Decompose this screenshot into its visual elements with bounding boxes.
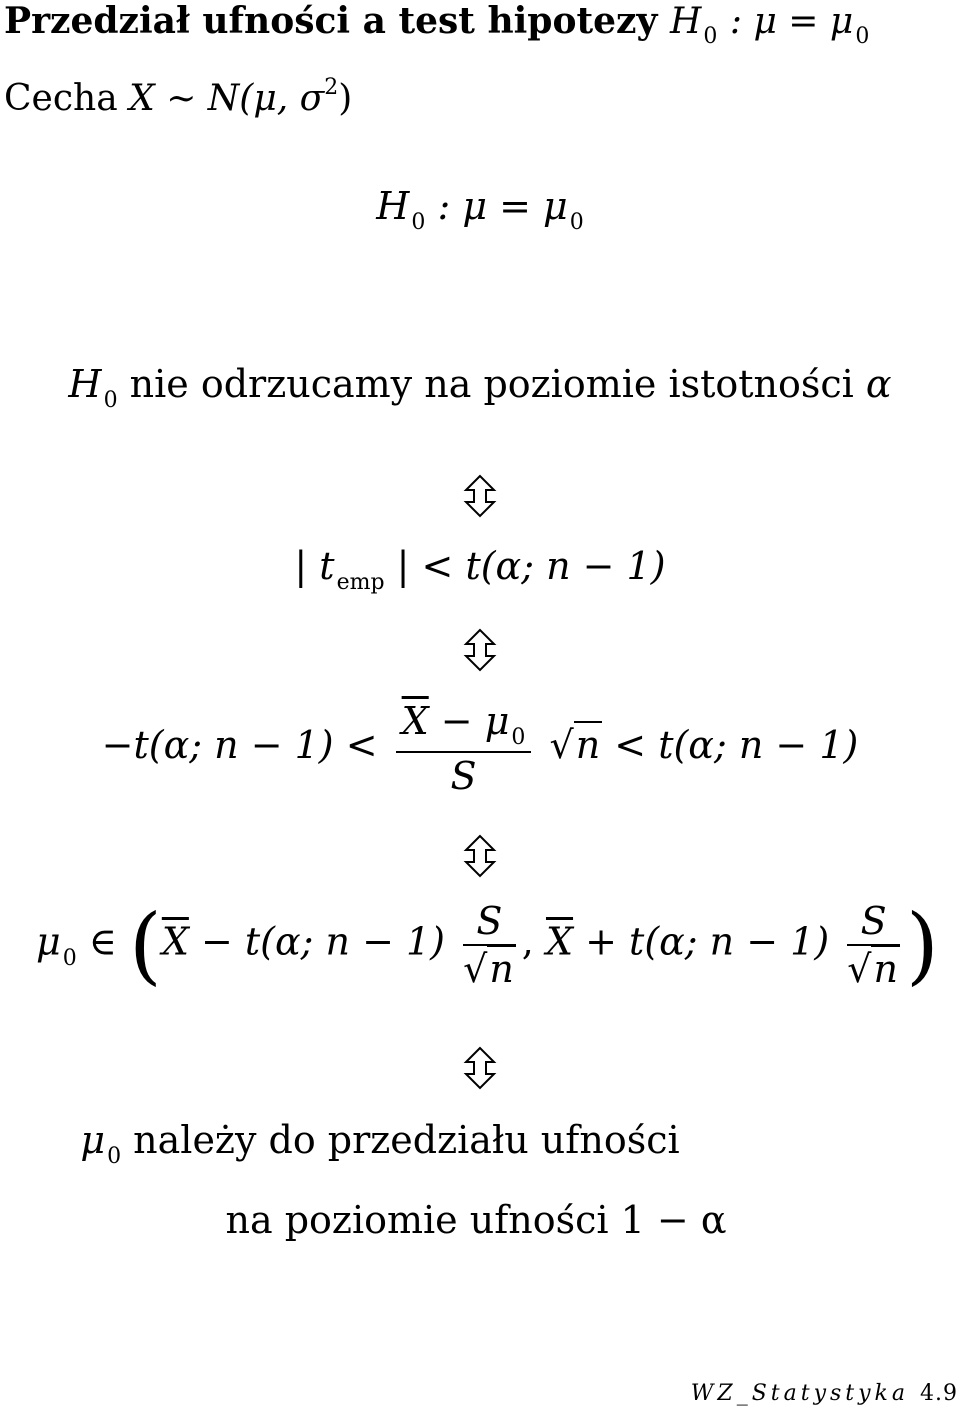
variable-definition: Cecha X ∼ N(μ, $\sigma^2$)	[4, 75, 353, 119]
equivalence-arrow-icon	[462, 628, 498, 672]
conclusion-line-2: na poziomie ufności 1 − α	[225, 1198, 727, 1242]
statistic-fraction: $\frac{\overline{X} - \mu_0}{S}$	[396, 698, 532, 799]
s-over-sqrt-n: $\frac{S}{√n}$	[847, 899, 898, 991]
inequality-statistic: −t(α; n − 1) < $\frac{\overline{X} - \mu_0}{S}$ √n < t(α; n − 1)	[101, 699, 859, 798]
inequality-t-emp: | $t_{emp}$ | < t(α; n − 1)	[294, 544, 666, 595]
sqrt-n: √n	[549, 723, 601, 767]
statement-not-rejected: $H_0$ nie odrzucamy na poziomie istotności α	[68, 362, 892, 413]
conclusion-line-1: $\mu_0$ należy do przedziału ufności	[80, 1118, 680, 1169]
confidence-interval: $\mu_0$ ∈ ($\overline{X} - t(\alpha$; n − 1) $\frac{S}{√n}$ , $\overline{X} + t(\alpha$; n − 1) $\frac{S}{√n}$ )	[36, 896, 939, 994]
s-over-sqrt-n: $\frac{S}{√n}$	[463, 899, 514, 991]
equivalence-arrow-icon	[462, 474, 498, 518]
equivalence-arrow-icon	[462, 1046, 498, 1090]
hypothesis: $H_0$ : $\mu = \mu_0$	[376, 184, 584, 235]
page-title: Przedział ufności a test hipotezy $H_0$ : $\mu = \mu_0$	[4, 0, 870, 49]
equivalence-arrow-icon	[462, 834, 498, 878]
footer-label: WZ_Statystyka 4.9	[690, 1381, 958, 1406]
